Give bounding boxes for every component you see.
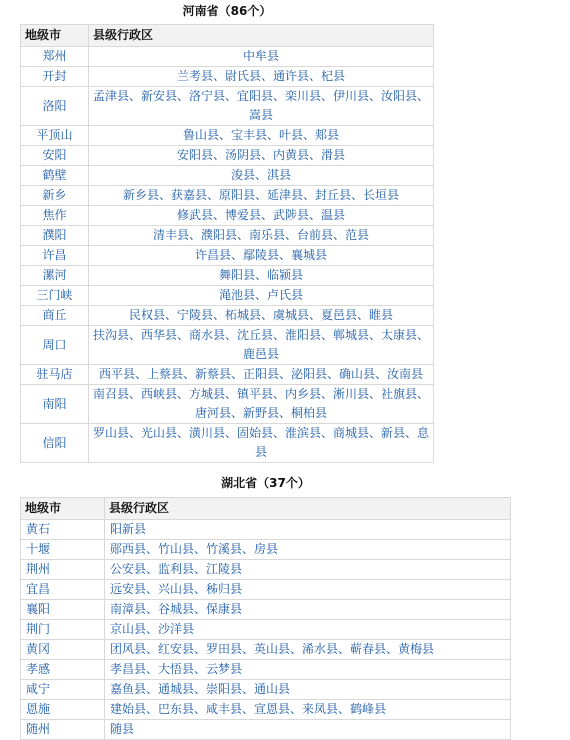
table-row: [21, 326, 434, 365]
county-list[interactable]: 浚县、淇县: [89, 166, 434, 186]
table-row: [21, 166, 434, 186]
city-link[interactable]: 洛阳: [21, 87, 89, 126]
city-link[interactable]: 周口: [21, 326, 89, 365]
henan-county-table: [20, 24, 434, 463]
city-link[interactable]: 许昌: [21, 246, 89, 266]
city-link[interactable]: 鹤壁: [21, 166, 89, 186]
header-city: 地级市: [21, 498, 105, 520]
city-link[interactable]: 开封: [21, 67, 89, 87]
county-list[interactable]: 兰考县、尉氏县、通许县、杞县: [89, 67, 434, 87]
table-row: [21, 87, 434, 126]
city-link[interactable]: 宜昌: [21, 580, 105, 600]
table-row: [21, 186, 434, 206]
table-row: [21, 680, 511, 700]
city-link[interactable]: 濮阳: [21, 226, 89, 246]
county-list[interactable]: 郧西县、竹山县、竹溪县、房县: [105, 540, 511, 560]
henan-section-title: 河南省（86个）: [182, 4, 272, 18]
table-header-row: [21, 498, 511, 520]
county-list[interactable]: 中牟县: [89, 47, 434, 67]
city-link[interactable]: 漯河: [21, 266, 89, 286]
header-city: 地级市: [21, 25, 89, 47]
table-row: [21, 660, 511, 680]
city-link[interactable]: 荆门: [21, 620, 105, 640]
city-link[interactable]: 黄冈: [21, 640, 105, 660]
county-list[interactable]: 清丰县、濮阳县、南乐县、台前县、范县: [89, 226, 434, 246]
county-list[interactable]: 阳新县: [105, 520, 511, 540]
table-row: [21, 286, 434, 306]
county-list[interactable]: 建始县、巴东县、咸丰县、宣恩县、来凤县、鹤峰县: [105, 700, 511, 720]
city-link[interactable]: 黄石: [21, 520, 105, 540]
city-link[interactable]: 十堰: [21, 540, 105, 560]
city-link[interactable]: 驻马店: [21, 365, 89, 385]
header-counties: 县级行政区: [105, 498, 511, 520]
county-list[interactable]: 嘉鱼县、通城县、崇阳县、通山县: [105, 680, 511, 700]
city-link[interactable]: 新乡: [21, 186, 89, 206]
city-link[interactable]: 咸宁: [21, 680, 105, 700]
city-link[interactable]: 三门峡: [21, 286, 89, 306]
city-link[interactable]: 信阳: [21, 424, 89, 463]
city-link[interactable]: 襄阳: [21, 600, 105, 620]
county-list[interactable]: 西平县、上蔡县、新蔡县、正阳县、泌阳县、确山县、汝南县: [89, 365, 434, 385]
table-row: [21, 266, 434, 286]
table-row: [21, 385, 434, 424]
county-list[interactable]: 南召县、西峡县、方城县、镇平县、内乡县、淅川县、社旗县、唐河县、新野县、桐柏县: [89, 385, 434, 424]
county-list[interactable]: 远安县、兴山县、秭归县: [105, 580, 511, 600]
city-link[interactable]: 孝感: [21, 660, 105, 680]
table-row: [21, 67, 434, 87]
county-list[interactable]: 新乡县、获嘉县、原阳县、延津县、封丘县、长垣县: [89, 186, 434, 206]
county-list[interactable]: 孟津县、新安县、洛宁县、宜阳县、栾川县、伊川县、汝阳县、嵩县: [89, 87, 434, 126]
county-list[interactable]: 罗山县、光山县、潢川县、固始县、淮滨县、商城县、新县、息县: [89, 424, 434, 463]
table-row: [21, 580, 511, 600]
city-link[interactable]: 安阳: [21, 146, 89, 166]
table-row: [21, 226, 434, 246]
city-link[interactable]: 平顶山: [21, 126, 89, 146]
table-row: [21, 700, 511, 720]
county-list[interactable]: 舞阳县、临颍县: [89, 266, 434, 286]
table-row: [21, 720, 511, 740]
county-list[interactable]: 安阳县、汤阴县、内黄县、滑县: [89, 146, 434, 166]
county-list[interactable]: 许昌县、鄢陵县、襄城县: [89, 246, 434, 266]
table-row: [21, 146, 434, 166]
county-list[interactable]: 渑池县、卢氏县: [89, 286, 434, 306]
county-list[interactable]: 扶沟县、西华县、商水县、沈丘县、淮阳县、郸城县、太康县、鹿邑县: [89, 326, 434, 365]
table-row: [21, 365, 434, 385]
city-link[interactable]: 商丘: [21, 306, 89, 326]
county-list[interactable]: 随县: [105, 720, 511, 740]
table-row: [21, 560, 511, 580]
city-link[interactable]: 焦作: [21, 206, 89, 226]
table-row: [21, 47, 434, 67]
county-list[interactable]: 民权县、宁陵县、柘城县、虞城县、夏邑县、睢县: [89, 306, 434, 326]
county-list[interactable]: 南漳县、谷城县、保康县: [105, 600, 511, 620]
county-list[interactable]: 修武县、博爱县、武陟县、温县: [89, 206, 434, 226]
city-link[interactable]: 郑州: [21, 47, 89, 67]
county-list[interactable]: 孝昌县、大悟县、云梦县: [105, 660, 511, 680]
county-list[interactable]: 团风县、红安县、罗田县、英山县、浠水县、蕲春县、黄梅县: [105, 640, 511, 660]
city-link[interactable]: 荆州: [21, 560, 105, 580]
table-row: [21, 246, 434, 266]
table-row: [21, 520, 511, 540]
table-row: [21, 640, 511, 660]
table-row: [21, 600, 511, 620]
city-link[interactable]: 随州: [21, 720, 105, 740]
table-row: [21, 620, 511, 640]
city-link[interactable]: 恩施: [21, 700, 105, 720]
table-row: [21, 306, 434, 326]
city-link[interactable]: 南阳: [21, 385, 89, 424]
county-list[interactable]: 京山县、沙洋县: [105, 620, 511, 640]
table-row: [21, 424, 434, 463]
table-header-row: [21, 25, 434, 47]
hubei-section-title: 湖北省（37个）: [221, 476, 310, 490]
table-row: [21, 540, 511, 560]
table-row: [21, 206, 434, 226]
county-list[interactable]: 公安县、监利县、江陵县: [105, 560, 511, 580]
county-list[interactable]: 鲁山县、宝丰县、叶县、郏县: [89, 126, 434, 146]
header-counties: 县级行政区: [89, 25, 434, 47]
table-row: [21, 126, 434, 146]
hubei-county-table: [20, 497, 511, 740]
